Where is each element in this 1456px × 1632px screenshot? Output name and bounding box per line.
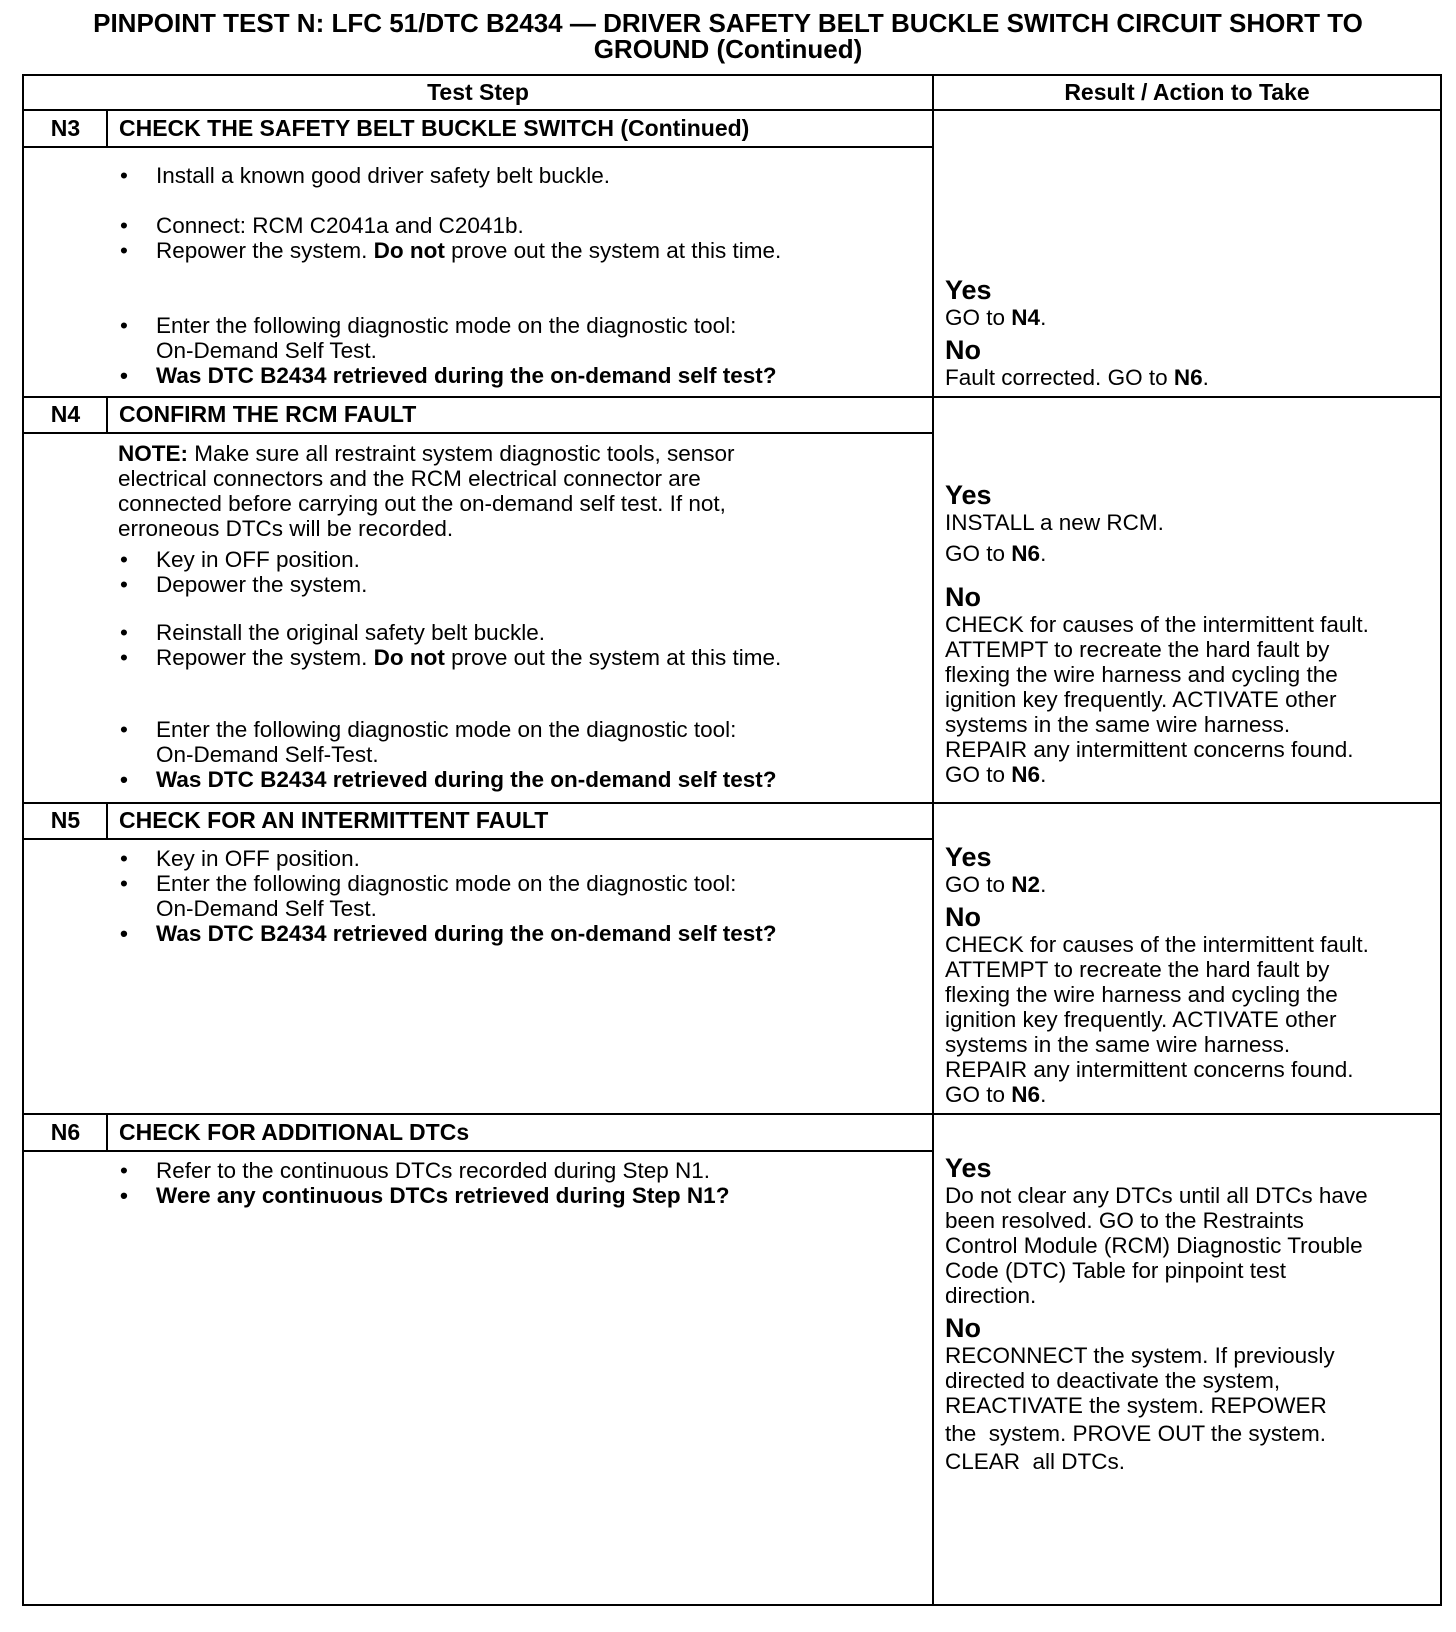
result-n3 bbox=[945, 276, 1445, 390]
step-title-n3: CHECK THE SAFETY BELT BUCKLE SWITCH (Continued) bbox=[119, 115, 750, 141]
yes-action: GO to N4. bbox=[945, 305, 1047, 330]
no-action-line: ATTEMPT to recreate the hard fault by bbox=[945, 957, 1330, 982]
no-action-line: systems in the same wire harness. bbox=[945, 712, 1291, 737]
no-action-line: REPAIR any intermittent concerns found. bbox=[945, 1057, 1354, 1082]
no-label: No bbox=[945, 902, 981, 932]
title-line-1: PINPOINT TEST N: LFC 51/DTC B2434 — DRIVER SAFETY BELT BUCKLE SWITCH CIRCUIT SHORT TO bbox=[93, 8, 1363, 38]
step-question: • Was DTC B2434 retrieved during the on-demand self test? bbox=[118, 767, 918, 792]
no-action: CHECK for causes of the intermittent fault. bbox=[945, 612, 1369, 637]
no-goto: GO to N6. bbox=[945, 762, 1047, 787]
title-line-2: GROUND (Continued) bbox=[593, 34, 863, 64]
page-title bbox=[0, 10, 1456, 62]
yes-action: Do not clear any DTCs until all DTCs have bbox=[945, 1183, 1368, 1208]
no-action-line: the system. PROVE OUT the system. bbox=[945, 1421, 1326, 1446]
step-title-n6: CHECK FOR ADDITIONAL DTCs bbox=[119, 1119, 470, 1145]
step-id-n6: N6 bbox=[50, 1119, 81, 1145]
rule-n4-top bbox=[22, 396, 1442, 398]
no-action-line: ignition key frequently. ACTIVATE other bbox=[945, 687, 1337, 712]
rule-n5-top bbox=[22, 802, 1442, 804]
no-action: Fault corrected. GO to N6. bbox=[945, 365, 1209, 390]
no-action-line: flexing the wire harness and cycling the bbox=[945, 662, 1338, 687]
list-item: • Repower the system. Do not prove out the system at this time. bbox=[118, 238, 918, 263]
yes-label: Yes bbox=[945, 842, 992, 872]
list-item: • Install a known good driver safety belt buckle. bbox=[118, 163, 918, 188]
yes-label: Yes bbox=[945, 480, 992, 510]
header-result: Result / Action to Take bbox=[1064, 79, 1310, 105]
no-action-line: REPAIR any intermittent concerns found. bbox=[945, 737, 1354, 762]
yes-label: Yes bbox=[945, 275, 992, 305]
note-line: connected before carrying out the on-demand self test. If not, bbox=[118, 491, 726, 516]
yes-action: GO to N2. bbox=[945, 872, 1047, 897]
step-title-n5: CHECK FOR AN INTERMITTENT FAULT bbox=[119, 807, 549, 833]
list-item: • Enter the following diagnostic mode on the diagnostic tool: On-Demand Self Test. bbox=[118, 313, 918, 363]
no-goto: GO to N6. bbox=[945, 1082, 1047, 1107]
list-item: • Enter the following diagnostic mode on the diagnostic tool: On-Demand Self Test. bbox=[118, 871, 918, 921]
no-label: No bbox=[945, 1313, 981, 1343]
list-item: • Enter the following diagnostic mode on the diagnostic tool: On-Demand Self-Test. bbox=[118, 717, 918, 767]
rule-n3-title bbox=[22, 146, 932, 148]
result-n6 bbox=[945, 1154, 1445, 1474]
step-question: • Was DTC B2434 retrieved during the on-demand self test? bbox=[118, 363, 918, 388]
yes-label: Yes bbox=[945, 1153, 992, 1183]
no-action-line: REACTIVATE the system. REPOWER bbox=[945, 1393, 1327, 1418]
note: NOTE: Make sure all restraint system diagnostic tools, sensor bbox=[118, 441, 735, 466]
step-id-n5: N5 bbox=[50, 807, 81, 833]
column-divider bbox=[932, 74, 934, 1606]
step-id-n3: N3 bbox=[50, 115, 81, 141]
note-line: electrical connectors and the RCM electrical connector are bbox=[118, 466, 701, 491]
yes-action-line: Code (DTC) Table for pinpoint test bbox=[945, 1258, 1286, 1283]
yes-action: INSTALL a new RCM. bbox=[945, 510, 1164, 535]
yes-action-line: been resolved. GO to the Restraints bbox=[945, 1208, 1304, 1233]
rule-n6-title bbox=[22, 1150, 932, 1152]
no-action-line: systems in the same wire harness. bbox=[945, 1032, 1291, 1057]
list-item: • Reinstall the original safety belt buckle. bbox=[118, 620, 918, 645]
no-action: RECONNECT the system. If previously bbox=[945, 1343, 1335, 1368]
list-item: • Depower the system. bbox=[118, 572, 918, 597]
no-label: No bbox=[945, 582, 981, 612]
no-action-line: CLEAR all DTCs. bbox=[945, 1449, 1126, 1474]
step-body-n6 bbox=[118, 1158, 918, 1208]
rule-n3-top bbox=[22, 109, 932, 111]
result-n4 bbox=[945, 481, 1445, 787]
yes-goto: GO to N6. bbox=[945, 541, 1047, 566]
list-item: • Repower the system. Do not prove out the system at this time. bbox=[118, 645, 918, 670]
no-action-line: ATTEMPT to recreate the hard fault by bbox=[945, 637, 1330, 662]
note-line: erroneous DTCs will be recorded. bbox=[118, 516, 454, 541]
list-item: • Connect: RCM C2041a and C2041b. bbox=[118, 213, 918, 238]
rule-n5-title bbox=[22, 838, 932, 840]
list-item: • Refer to the continuous DTCs recorded during Step N1. bbox=[118, 1158, 918, 1183]
list-item: • Key in OFF position. bbox=[118, 547, 918, 572]
step-body-n4 bbox=[118, 441, 918, 792]
list-item: • Key in OFF position. bbox=[118, 846, 918, 871]
rule-n6-top bbox=[22, 1113, 1442, 1115]
result-n5 bbox=[945, 843, 1445, 1107]
step-title-n4: CONFIRM THE RCM FAULT bbox=[119, 401, 417, 427]
no-label: No bbox=[945, 335, 981, 365]
step-question: • Were any continuous DTCs retrieved during Step N1? bbox=[118, 1183, 918, 1208]
header-test-step: Test Step bbox=[427, 79, 529, 105]
no-action-line: flexing the wire harness and cycling the bbox=[945, 982, 1338, 1007]
step-body-n5 bbox=[118, 846, 918, 946]
no-action-line: directed to deactivate the system, bbox=[945, 1368, 1281, 1393]
yes-action-line: direction. bbox=[945, 1283, 1037, 1308]
no-action-line: ignition key frequently. ACTIVATE other bbox=[945, 1007, 1337, 1032]
step-question: • Was DTC B2434 retrieved during the on-demand self test? bbox=[118, 921, 918, 946]
no-action: CHECK for causes of the intermittent fault. bbox=[945, 932, 1369, 957]
step-id-n4: N4 bbox=[50, 401, 81, 427]
rule-n4-title bbox=[22, 432, 932, 434]
yes-action-line: Control Module (RCM) Diagnostic Trouble bbox=[945, 1233, 1363, 1258]
step-body-n3 bbox=[118, 163, 918, 388]
